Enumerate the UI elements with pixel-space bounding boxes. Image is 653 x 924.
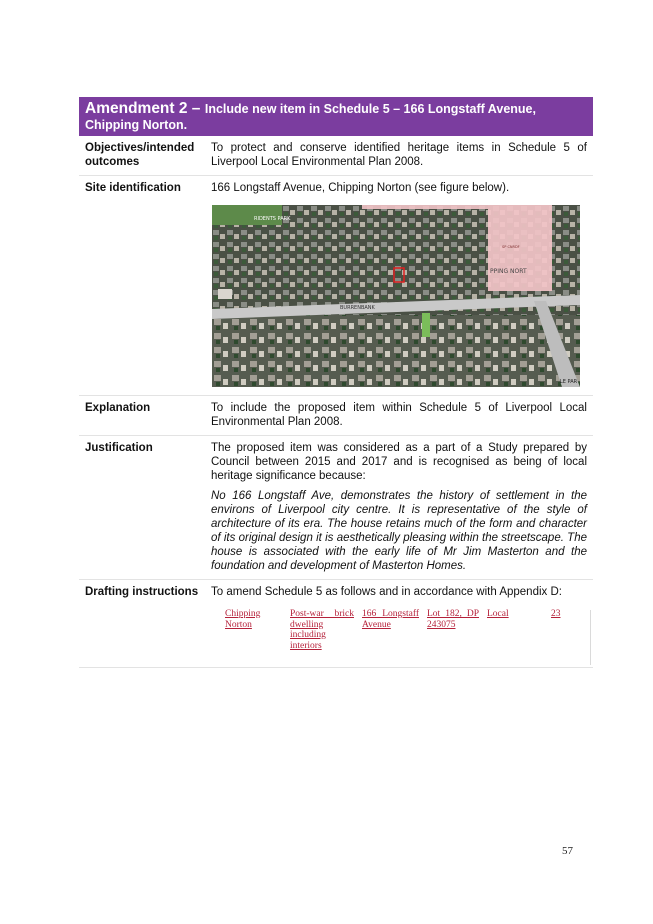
schedule-entry-table <box>225 609 569 651</box>
amendment-title-text: Include new item in Schedule 5 – 166 Longstaff Avenue, Chipping Norton. <box>85 102 536 132</box>
map-label-sp: SP CNRDF <box>502 245 520 249</box>
row-label: Justification <box>85 442 153 454</box>
row-text: The proposed item was considered as a part of a Study prepared by Council between 2015 and 2017 and is recognised as being of local heritage significance because: <box>211 442 587 482</box>
row-text: 166 Longstaff Avenue, Chipping Norton (see figure below). <box>211 182 510 194</box>
schedule-item-number: 23 <box>551 609 561 619</box>
row-objectives <box>79 136 593 176</box>
divider <box>590 610 591 665</box>
row-justification <box>79 436 593 580</box>
amendment-table <box>79 97 593 668</box>
row-site-identification <box>79 176 593 396</box>
row-text: To amend Schedule 5 as follows and in accordance with Appendix D: <box>211 586 562 598</box>
row-label: Explanation <box>85 402 151 414</box>
map-label-park: RIDENTS PARK <box>254 216 291 222</box>
aerial-map-image <box>212 205 580 387</box>
aerial-map <box>212 205 580 387</box>
amendment-title <box>79 97 593 136</box>
row-label: Site identification <box>85 182 181 194</box>
schedule-significance: Local <box>487 609 509 619</box>
table-row <box>225 609 569 651</box>
schedule-item: Post-war brick dwelling including interiors <box>290 609 354 651</box>
map-label-bottom: LE PAR <box>560 379 578 385</box>
row-drafting-instructions <box>79 580 593 668</box>
row-label: Objectives/intended outcomes <box>85 142 195 168</box>
row-text: To protect and conserve identified heritage items in Schedule 5 of Liverpool Local Environmental Plan 2008. <box>211 142 587 168</box>
amendment-label: Amendment 2 – <box>85 100 201 117</box>
schedule-address: 166 Longstaff Avenue <box>362 609 419 630</box>
row-text: To include the proposed item within Schedule 5 of Liverpool Local Environmental Plan 2008. <box>211 402 587 428</box>
row-label: Drafting instructions <box>85 586 199 598</box>
page-number: 57 <box>562 845 573 857</box>
schedule-property: Lot 182, DP 243075 <box>427 609 479 630</box>
row-explanation <box>79 396 593 436</box>
justification-quote: No 166 Longstaff Ave, demonstrates the history of settlement in the environs of Liverpool city centre. It is representative of the style of architecture of its era. The house retains much of the form and character of its original design it is aesthetically pleasing within the streetscape. The house is associated with the early life of Mr Jim Masterton and the foundation and development of Masterton Homes. <box>211 490 587 572</box>
map-label-suburb: PPING NORT <box>490 268 527 275</box>
schedule-suburb: Chipping Norton <box>225 609 261 630</box>
map-label-road: BURRENBANK <box>340 305 375 311</box>
